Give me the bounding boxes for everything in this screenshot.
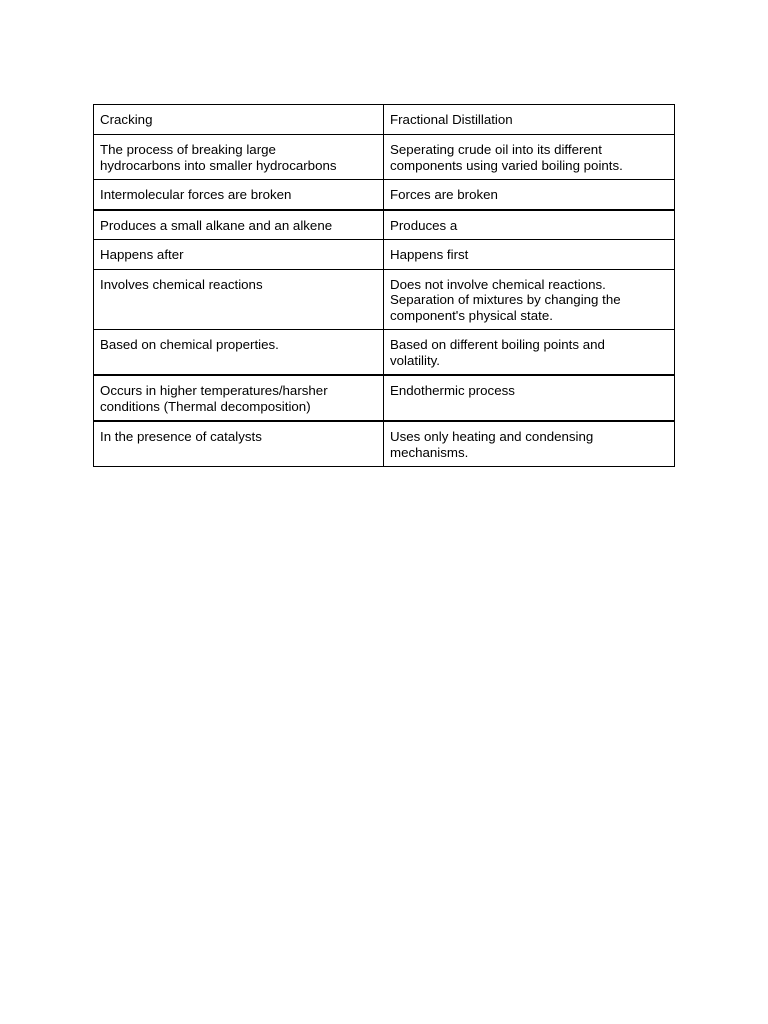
table-row bbox=[94, 210, 675, 240]
table-row bbox=[94, 105, 675, 135]
table-row bbox=[94, 240, 675, 270]
cell-text: Uses only heating and condensing mechanisms. bbox=[390, 429, 594, 460]
cell-text: In the presence of catalysts bbox=[100, 429, 262, 444]
table-row bbox=[94, 421, 675, 467]
cell-text: Based on different boiling points and volatility. bbox=[390, 337, 605, 368]
comparison-table bbox=[93, 104, 675, 467]
cell-text: Seperating crude oil into its different components using varied boiling points. bbox=[390, 142, 623, 173]
table-row bbox=[94, 330, 675, 376]
cell-text: Fractional Distillation bbox=[390, 112, 513, 127]
table-row bbox=[94, 180, 675, 210]
table-cell bbox=[384, 269, 675, 330]
cell-text: Cracking bbox=[100, 112, 153, 127]
cell-text: Happens after bbox=[100, 247, 184, 262]
table-cell bbox=[384, 210, 675, 240]
table-cell bbox=[94, 105, 384, 135]
cell-text: Based on chemical properties. bbox=[100, 337, 279, 352]
table-cell bbox=[94, 240, 384, 270]
table-cell bbox=[94, 180, 384, 210]
table-row bbox=[94, 135, 675, 180]
table-cell bbox=[94, 330, 384, 376]
cell-text: Produces a small alkane and an alkene bbox=[100, 217, 333, 233]
cell-text: Intermolecular forces are broken bbox=[100, 187, 292, 202]
table-cell bbox=[94, 135, 384, 180]
cell-text: Forces are broken bbox=[390, 187, 498, 202]
table-cell bbox=[94, 421, 384, 467]
table-row bbox=[94, 269, 675, 330]
table-cell bbox=[94, 210, 384, 240]
table-cell bbox=[94, 269, 384, 330]
table-cell bbox=[384, 421, 675, 467]
table-row bbox=[94, 375, 675, 421]
cell-text: Does not involve chemical reactions. Separation of mixtures by changing the component's physical state. bbox=[390, 276, 621, 323]
table-cell bbox=[384, 375, 675, 421]
table-cell bbox=[384, 240, 675, 270]
cell-text: Occurs in higher temperatures/harsher conditions (Thermal decomposition) bbox=[100, 383, 328, 414]
cell-text: The process of breaking large hydrocarbons into smaller hydrocarbons bbox=[100, 142, 337, 173]
cell-text: Endothermic process bbox=[390, 383, 515, 398]
table-cell bbox=[384, 180, 675, 210]
table-cell bbox=[94, 375, 384, 421]
cell-text: Produces a bbox=[390, 217, 458, 233]
table-cell bbox=[384, 135, 675, 180]
table-cell bbox=[384, 330, 675, 376]
table-cell bbox=[384, 105, 675, 135]
cell-text: Involves chemical reactions bbox=[100, 276, 263, 292]
cell-text: Happens first bbox=[390, 247, 469, 262]
